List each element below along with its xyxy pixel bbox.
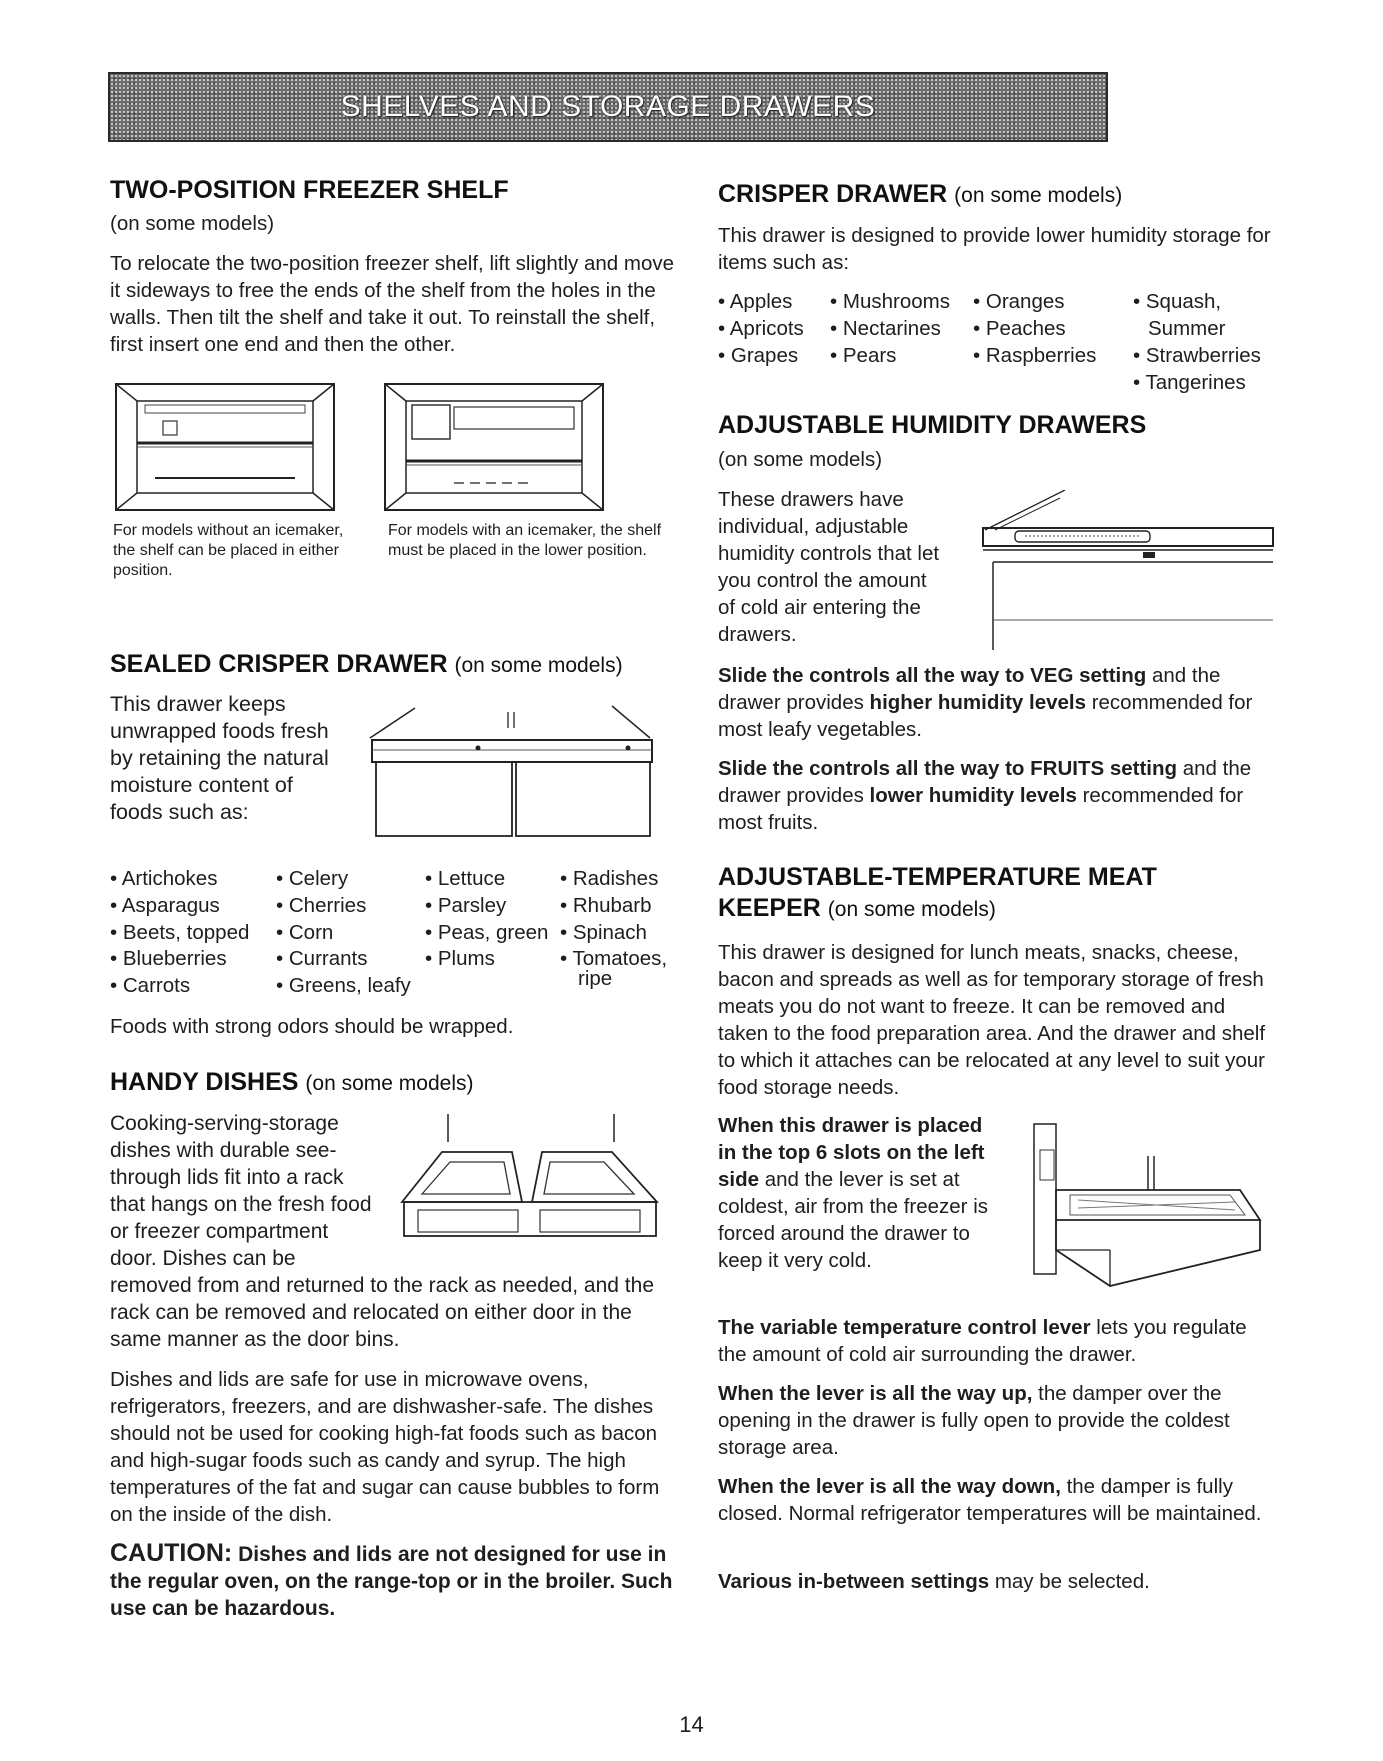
crisper-heading — [718, 180, 1122, 209]
list-item: • Peas, green — [425, 921, 549, 944]
list-item: • Raspberries — [973, 344, 1097, 367]
meat-keeper-various — [718, 1568, 1278, 1595]
freezer-shelf-illustration-icemaker — [384, 383, 604, 511]
list-item: • Squash, — [1133, 290, 1222, 313]
page-number: 14 — [679, 1712, 704, 1737]
slots-text: and the lever is set at coldest, air from the freezer is forced around the drawer to keep it very cold. — [718, 1168, 989, 1272]
humidity-heading: ADJUSTABLE HUMIDITY DRAWERS — [718, 411, 1147, 439]
handy-dishes-heading-text: HANDY DISHES — [110, 1068, 299, 1096]
meat-keeper-illustration — [1030, 1120, 1270, 1298]
meat-keeper-heading-text: KEEPER — [718, 894, 821, 922]
freezer-shelf-subtitle: (on some models) — [110, 212, 275, 235]
list-item: • Corn — [276, 921, 334, 944]
list-item: • Parsley — [425, 894, 507, 917]
list-item: • Rhubarb — [560, 894, 652, 917]
caution-text: Dishes and lids are not designed for use in the regular oven, on the range-top or in the broiler. Such use can be hazardous. — [110, 1543, 673, 1620]
section-banner — [108, 72, 1108, 142]
list-item: • Strawberries — [1133, 344, 1261, 367]
handy-dishes-heading-note: (on some models) — [305, 1072, 474, 1095]
meat-keeper-heading-line-1: ADJUSTABLE-TEMPERATURE MEAT — [718, 863, 1157, 891]
list-item: • Currants — [276, 947, 368, 970]
meat-keeper-heading-line-2 — [718, 894, 996, 923]
list-item: • Peaches — [973, 317, 1066, 340]
veg-text-1: and the drawer provides — [718, 664, 1221, 714]
list-item: • Cherries — [276, 894, 367, 917]
lever-up-bold: When the lever is all the way up, — [718, 1382, 1033, 1405]
humidity-subtitle: (on some models) — [718, 448, 883, 471]
meat-keeper-lever-up — [718, 1380, 1278, 1461]
list-item: • Lettuce — [425, 867, 506, 890]
freezer-shelf-illustration-no-icemaker — [115, 383, 335, 511]
meat-keeper-body: This drawer is designed for lunch meats, snacks, cheese, bacon and spreads as well as for temporary storage of fresh meats you do not want to freeze. It can be removed and taken to the food preparation area. And the drawer and shelf to which it attaches can be relocated at any level to suit your food storage needs. — [718, 941, 1266, 1099]
crisper-heading-note: (on some models) — [954, 184, 1123, 207]
crisper-body: This drawer is designed to provide lower humidity storage for items such as: — [718, 224, 1271, 274]
meat-keeper-heading-note: (on some models) — [827, 898, 996, 921]
list-item: • Tangerines — [1133, 371, 1246, 394]
list-item: Summer — [1148, 317, 1226, 340]
caption-icemaker: For models with an icemaker, the shelf must be placed in the lower position. — [388, 522, 662, 559]
slots-bold: When this drawer is placed in the top 6 slots on the left side — [718, 1114, 985, 1191]
various-bold: Various in-between settings — [718, 1570, 990, 1593]
list-item: • Tomatoes, — [560, 947, 668, 970]
veg-bold-1: Slide the controls all the way to VEG setting — [718, 664, 1147, 687]
sealed-crisper-heading — [110, 650, 623, 679]
humidity-fruit-instruction — [718, 755, 1278, 836]
humidity-body: These drawers have individual, adjustable humidity controls that let you control the amount of cold air entering the drawers. — [718, 488, 940, 646]
lever-up-text: the damper over the opening in the drawer is fully open to provide the coldest storage area. — [718, 1382, 1230, 1459]
list-item: • Blueberries — [110, 947, 227, 970]
list-item: • Carrots — [110, 974, 191, 997]
list-item: • Artichokes — [110, 867, 218, 890]
sealed-crisper-heading-note: (on some models) — [454, 654, 623, 677]
banner-title: SHELVES AND STORAGE DRAWERS — [340, 90, 876, 123]
list-item: • Mushrooms — [830, 290, 950, 313]
list-item: • Beets, topped — [110, 921, 250, 944]
list-item: • Spinach — [560, 921, 647, 944]
lever-down-bold: When the lever is all the way down, — [718, 1475, 1061, 1498]
sealed-crisper-body: This drawer keeps unwrapped foods fresh by retaining the natural moisture content of foods such as: — [110, 692, 329, 824]
freezer-shelf-body: To relocate the two-position freezer shelf, lift slightly and move it sideways to free the ends of the shelf from the holes in the walls. Then tilt the shelf and take it out. To reinstall the shelf, first insert one end and then the other. — [110, 252, 675, 356]
list-item: • Oranges — [973, 290, 1065, 313]
lever-text: lets you regulate the amount of cold air surrounding the drawer. — [718, 1316, 1247, 1366]
meat-keeper-slots — [718, 1112, 998, 1274]
sealed-crisper-heading-text: SEALED CRISPER DRAWER — [110, 650, 448, 678]
list-item: • Apples — [718, 290, 793, 313]
fruit-text-2: recommended for most fruits. — [718, 784, 1244, 834]
meat-keeper-lever-down — [718, 1473, 1278, 1527]
list-item: • Nectarines — [830, 317, 941, 340]
handy-dishes-body-text: Cooking-serving-storage dishes with durable see-through lids fit into a rack that hangs on the fresh food or freezer compartment door. Dishes can be removed from and returned to the rack as needed, and the rack can be removed and relocated on either door in the same manner as the door bins. — [110, 1112, 655, 1351]
humidity-drawer-illustration — [975, 490, 1275, 650]
fruit-bold-1: Slide the controls all the way to FRUITS setting — [718, 757, 1178, 780]
list-item: ripe — [578, 967, 613, 990]
caption-no-icemaker: For models without an icemaker, the shelf can be placed in either position. — [113, 522, 344, 579]
humidity-veg-instruction — [718, 662, 1278, 743]
freezer-shelf-heading: TWO-POSITION FREEZER SHELF — [110, 176, 509, 204]
meat-keeper-lever — [718, 1314, 1278, 1368]
list-item: • Pears — [830, 344, 897, 367]
handy-dishes-body-2: Dishes and lids are safe for use in microwave ovens, refrigerators, freezers, and are dishwasher-safe. The dishes should not be used for cooking high-fat foods such as bacon and high-sugar foods such as candy and syrup. The high temperatures of the fat and sugar can cause bubbles to form on the inside of the dish. — [110, 1368, 660, 1526]
list-item: • Apricots — [718, 317, 804, 340]
caution-note — [110, 1540, 675, 1622]
sealed-crisper-note: Foods with strong odors should be wrapped. — [110, 1015, 514, 1038]
handy-dishes-heading — [110, 1068, 473, 1097]
crisper-heading-text: CRISPER DRAWER — [718, 180, 948, 208]
lever-bold: The variable temperature control lever — [718, 1316, 1091, 1339]
veg-bold-2: higher humidity levels — [869, 691, 1086, 714]
list-item: • Grapes — [718, 344, 799, 367]
various-text: may be selected. — [989, 1570, 1150, 1593]
fruit-bold-2: lower humidity levels — [869, 784, 1077, 807]
lever-down-text: the damper is fully closed. Normal refrigerator temperatures will be maintained. — [718, 1475, 1262, 1525]
list-item: • Radishes — [560, 867, 659, 890]
fruit-text-1: and the drawer provides — [718, 757, 1252, 807]
caution-label: CAUTION: — [110, 1539, 233, 1567]
handy-dishes-body — [110, 1110, 670, 1353]
list-item: • Asparagus — [110, 894, 220, 917]
list-item: • Celery — [276, 867, 349, 890]
sealed-crisper-illustration — [350, 698, 670, 840]
veg-text-2: recommended for most leafy vegetables. — [718, 691, 1253, 741]
list-item: • Plums — [425, 947, 495, 970]
list-item: • Greens, leafy — [276, 974, 411, 997]
